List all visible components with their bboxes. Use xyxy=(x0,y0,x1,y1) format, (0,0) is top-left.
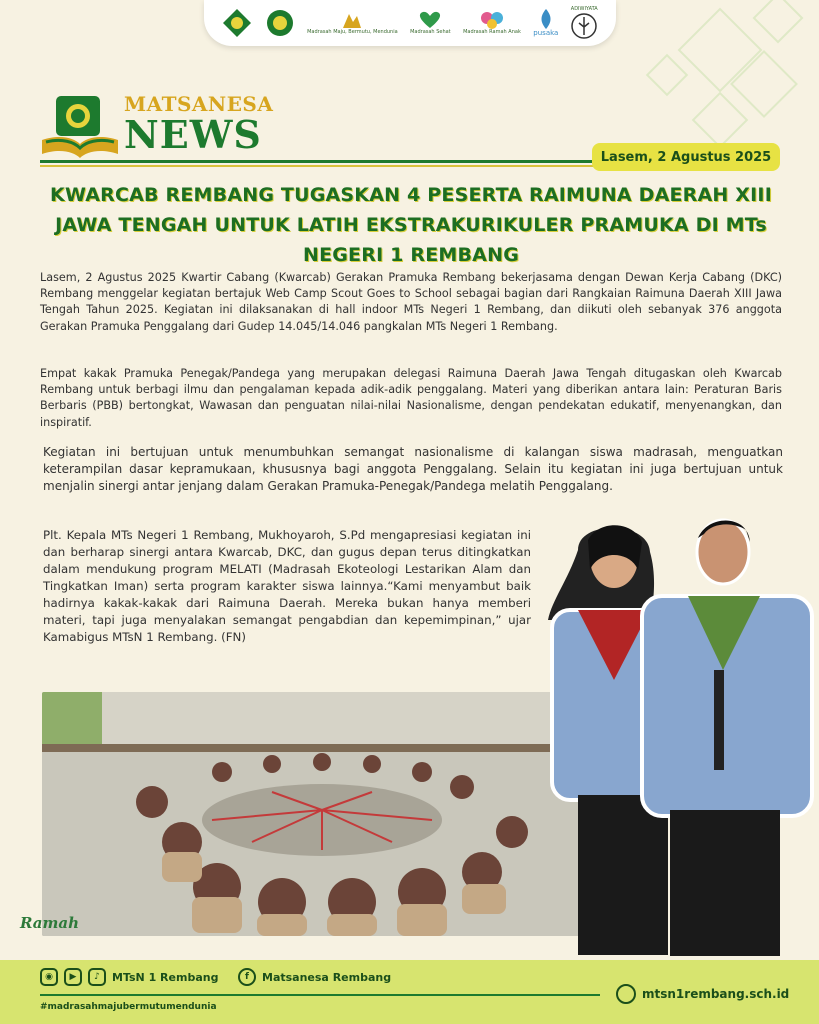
madrasah-sehat-logo xyxy=(410,10,451,35)
footer-divider xyxy=(40,994,600,996)
pusaka-caption: pusaka xyxy=(533,29,559,38)
pusaka-logo xyxy=(533,8,558,37)
article-paragraph-4: Plt. Kepala MTs Negeri 1 Rembang, Mukhoyaroh, S.Pd mengapresiasi kegiatan ini dan berharap sinergi antara Kwarcab, DKC, dan gugus depan terus ditingkatkan dalam mendukung program MELATI (Madrasah Ekoteologi Lestarikan Alam dan Tingkatkan Iman) serta program karakter siswa lainnya.“Kami menyambut baik hadirnya kakak-kakak dari Raimuna Daerah. Mereka bukan hanya memberi materi, tapi juga menyalakan semangat pengabdian dan kepemimpinan,” ujar Kamabigus MTsN 1 Rembang. (FN) xyxy=(43,528,531,644)
ramah-watermark: Ramah xyxy=(20,914,80,932)
social-links-school xyxy=(40,968,218,986)
instagram-icon[interactable]: ◉ xyxy=(40,968,58,986)
madrasah-maju-logo xyxy=(307,10,398,35)
matsanesa-news-brand xyxy=(40,92,280,162)
partner-logos-bar xyxy=(204,0,616,46)
book-logo-icon xyxy=(40,94,120,160)
headline: KWARCAB REMBANG TUGASKAN 4 PESERTA RAIMUNA DAERAH XIII JAWA TENGAH UNTUK LATIH EKSTRAKURIKULER PRAMUKA DI MTs NEGERI 1 REMBANG xyxy=(50,184,772,266)
adiwiyata-caption: ADIWIYATA xyxy=(570,6,598,13)
hashtag: #madrasahmajubermutumendunia xyxy=(40,1002,217,1012)
madrasah-sehat-caption: Madrasah Sehat xyxy=(410,29,451,36)
header-divider-accent xyxy=(40,165,600,167)
website-url[interactable]: mtsn1rembang.sch.id xyxy=(642,987,790,1001)
madrasah-ramah-anak-caption: Madrasah Ramah Anak xyxy=(463,29,521,36)
article-paragraph-2: Empat kakak Pramuka Penegak/Pandega yang merupakan delegasi Raimuna Daerah Jawa Tengah ditugaskan oleh Kwarcab Rembang untuk berbagi ilmu dan pengalaman kepada adik-adik penggalang. Materi yang diberikan antara lain: Peraturan Baris Berbaris (PBB) bertongkat, Wawasan dan penguatan nilai-nilai Nasionalisme, dengan pendekatan edukatif, menyenangkan, dan inspiratif. xyxy=(40,367,782,429)
header-divider xyxy=(40,160,600,163)
brand-matsanesa: MATSANESA xyxy=(124,92,274,116)
date-badge: Lasem, 2 Agustus 2025 xyxy=(592,143,780,171)
tiktok-icon[interactable]: ♪ xyxy=(88,968,106,986)
scout-activity-photo xyxy=(42,692,596,936)
website-link[interactable] xyxy=(616,984,789,1004)
article-paragraph-3: Kegiatan ini bertujuan untuk menumbuhkan semangat nasionalisme di kalangan siswa madrasah, menguatkan keterampilan dasar kepramukaan, khususnya bagi anggota Penggalang. Selain itu kegiatan ini juga bertujuan untuk menjalin sinergi antar jenjang dalam Gerakan Pramuka-Penegak/Pandega melatih Penggalang. xyxy=(43,445,783,493)
madrasah-maju-caption: Madrasah Maju, Bermutu, Mendunia xyxy=(307,29,398,36)
madrasah-ramah-anak-logo xyxy=(463,10,521,35)
article-paragraph-1: Lasem, 2 Agustus 2025 Kwartir Cabang (Kwarcab) Gerakan Pramuka Rembang bekerjasama dengan Dewan Kerja Cabang (DKC) Rembang menggelar kegiatan bertajuk Web Camp Scout Goes to School sebagai bagian dari Rangkaian Raimuna Daerah XIII Jawa Tengah Tahun 2025. Kegiatan ini dilaksanakan di hall indoor MTs Negeri 1 Rembang, dan diikuti oleh sebanyak 376 anggota Gerakan Pramuka Penggalang dari Gudep 14.045/14.046 pangkalan MTs Negeri 1 Rembang. xyxy=(40,271,782,333)
facebook-icon[interactable]: f xyxy=(238,968,256,986)
youtube-icon[interactable]: ▶ xyxy=(64,968,82,986)
adiwiyata-logo xyxy=(571,7,598,38)
facebook-label[interactable]: Matsanesa Rembang xyxy=(262,970,392,984)
scout-presenters-photo xyxy=(538,510,819,960)
social-links-facebook xyxy=(238,968,391,986)
madrasah-logo xyxy=(265,8,295,38)
footer xyxy=(0,960,819,1024)
brand-news: NEWS xyxy=(124,112,262,157)
school-social-label[interactable]: MTsN 1 Rembang xyxy=(112,970,219,984)
kemenag-logo xyxy=(222,8,252,38)
globe-icon xyxy=(616,984,636,1004)
